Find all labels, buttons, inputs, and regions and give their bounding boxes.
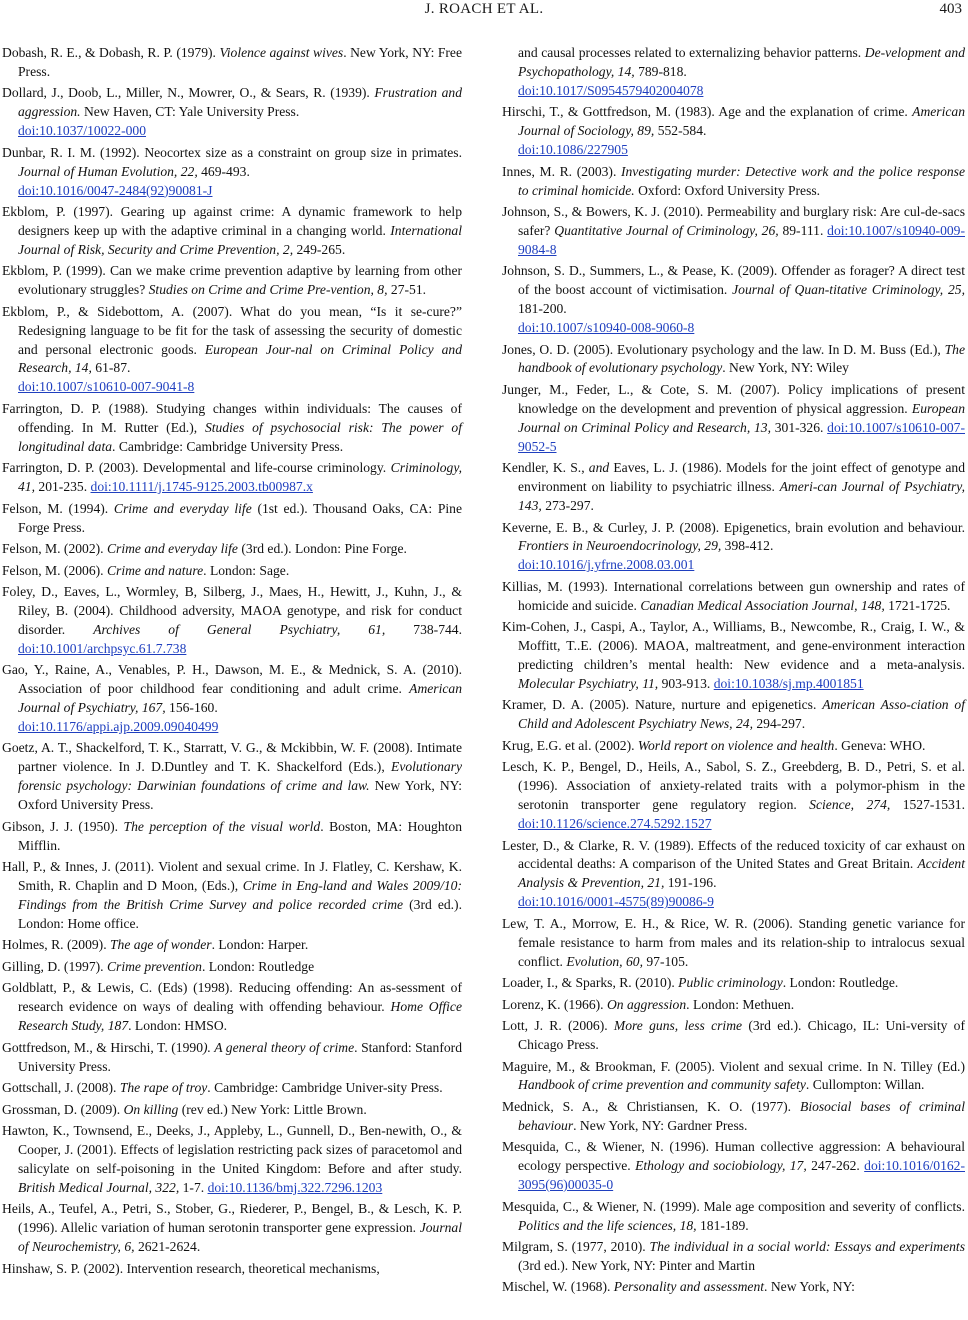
reference-source-title: Journal of Human Evolution, 22, [18,163,198,179]
reference-details: . New York, NY: [764,1279,855,1295]
reference-entry [2,1200,462,1257]
reference-entry [2,936,462,955]
reference-details: 191-196. [664,875,717,891]
reference-source-title: Crime and everyday life [113,500,252,516]
doi-link[interactable]: doi:10.1007/s10940-009-9084-8 [518,222,965,257]
reference-source-title: ). A general theory of crime [203,1039,355,1055]
reference-details: 552-584. [654,123,707,139]
reference-details: 301-326. [770,419,828,435]
reference-details: 181-200. [518,301,567,317]
reference-source-title: World report on violence and health [637,737,835,753]
reference-source-title: The handbook of evolutionary psychology [518,341,965,376]
reference-source-title: American Journal of Sociology, 89, [518,104,965,139]
reference-authors: Kramer, D. A. (2005). Nature, nurture and epigenetics. [502,697,823,713]
reference-authors: Foley, D., Eaves, L., Wormley, B, Silberg, J., Maes, H., Hewitt, J., Kuhn, J., & Riley, B. (2004). Childhood adversity, MAOA genotype, and risk for conduct disorder. [2,584,462,637]
reference-entry [2,979,462,1036]
reference-authors: Lott, J. R. (2006). [502,1018,614,1034]
reference-authors: Lester, D., & Clarke, R. V. (1989). Effects of the reduced toxicity of car exhaust on accidental deaths: A comparison of the United States and Great Britain. [502,837,965,872]
doi-link[interactable]: doi:10.1111/j.1745-9125.2003.tb00987.x [90,479,313,495]
reference-entry [2,1101,462,1120]
reference-authors: Milgram, S. (1977, 2010). [502,1239,650,1255]
reference-entry [2,858,462,934]
reference-details: 61-87. [91,360,131,376]
reference-authors: Johnson, S., & Bowers, K. J. (2010). Permeability and burglary risk: Are cul-de-sacs safer? [502,204,965,238]
doi-link[interactable]: doi:10.1016/j.yfrne.2008.03.001 [518,557,695,573]
reference-details: (1st ed.). Thousand Oaks, CA: Pine Forge Press. [18,500,462,535]
reference-entry [502,519,965,576]
reference-authors: Hinshaw, S. P. (2002). Intervention research, theoretical mechanisms, [2,1260,380,1276]
reference-entry [2,459,462,497]
reference-entry [502,44,965,101]
doi-link[interactable]: doi:10.1016/0001-4575(89)90086-9 [518,894,714,910]
reference-details: 97-105. [642,953,689,969]
reference-details: (3rd ed.). Chicago, IL: Uni-versity of Chicago Press. [518,1018,965,1052]
reference-details: . London: HMSO. [128,1018,228,1034]
reference-source-title: The individual in a social world: Essays and experiments [649,1239,966,1255]
reference-entry [2,262,462,300]
reference-entry [502,1138,965,1195]
reference-source-title: British Medical Journal, 322, [18,1179,180,1195]
reference-source-title: Personality and assessment [613,1279,765,1295]
reference-source-title: Studies on Crime and Crime Pre-vention, 8, [148,282,388,298]
reference-authors: Ekblom, P. (1999). Can we make crime prevention adaptive by learning from other evolutionary struggles? [2,263,462,298]
reference-source-title: The perception of the visual world [123,818,321,834]
reference-authors: Killias, M. (1993). International correlations between gun ownership and rates of homicide and suicide. [502,578,965,613]
reference-entry [502,459,965,516]
reference-source-title: Canadian Medical Association Journal, 148, [640,597,885,613]
reference-source-title: De-velopment and Psychopathology, 14, [518,45,966,79]
reference-authors: Hirschi, T., & Gottfredson, M. (1983). Age and the explanation of crime. [502,104,913,120]
reference-details: 1-7. [179,1179,208,1195]
reference-details: . Geneva: WHO. [834,737,926,753]
reference-source-title: Journal of Neurochemistry, 6, [18,1220,462,1255]
reference-entry [502,1278,965,1297]
reference-details: . London: Harper. [211,937,309,953]
reference-details: Oxford: Oxford University Press. [634,182,821,198]
reference-authors: Heils, A., Teufel, A., Petri, S., Stober, G., Riederer, P., Bengel, B., & Lesch, K. P. (1996). Allelic variation of human serotonin transporter gene expression. [2,1201,462,1236]
reference-source-title: Science, 274, [809,797,891,813]
reference-details: 156-160. [165,700,218,716]
reference-entry [502,103,965,160]
reference-entry [2,739,462,815]
reference-details: . Cullompton: Willan. [805,1077,925,1093]
reference-authors: and causal processes related to externalizing behavior patterns. [518,45,865,60]
references-left-column [2,44,462,1281]
reference-entry [502,1238,965,1276]
doi-link[interactable]: doi:10.1126/science.274.5292.1527 [518,816,712,832]
reference-entry [2,1260,462,1279]
reference-source-title: On aggression [606,996,687,1012]
reference-source-title: European Journal on Criminal Policy and Research, 13, [518,400,965,435]
reference-authors: Hawton, K., Townsend, E., Deeks, J., Appleby, L., Gunnell, D., Ben-newith, O., & Cooper, J. (2001). Effects of legislation restricting pack sizes of paracetomol and salicylate on self-poisoning in the United Kingdom: Before and after study. [2,1123,462,1176]
reference-authors: Grossman, D. (2009). [2,1101,124,1117]
reference-entry [2,583,462,659]
reference-details: 2621-2624. [134,1239,201,1255]
reference-entry [502,1058,965,1096]
reference-authors: Kim-Cohen, J., Caspi, A., Taylor, A., Williams, B., Newcombe, R., Craig, I. W., & Moffitt, T..E. (2006). MAOA, maltreatment, and gene-environment interaction predicting children’s mental health: New evidence and a meta-analysis. [502,619,965,673]
reference-source-title: Molecular Psychiatry, 11, [518,675,659,691]
reference-authors: Gilling, D. (1997). [2,958,107,974]
doi-link[interactable]: doi:10.1136/bmj.322.7296.1203 [207,1179,383,1195]
reference-authors: Felson, M. (1994). [2,500,114,516]
reference-details: 738-744. [385,621,462,637]
reference-details: 181-189. [696,1217,749,1233]
reference-source-title: Quantitative Journal of Criminology, 26, [554,222,779,238]
doi-link[interactable]: doi:10.1007/s10610-007-9041-8 [18,379,195,395]
reference-authors: Dollard, J., Doob, L., Miller, N., Mowrer, O., & Sears, R. (1939). [2,85,375,101]
reference-authors: Keverne, E. B., & Curley, J. P. (2008). Epigenetics, brain evolution and behaviour. [502,519,965,535]
reference-source-title: International Journal of Risk, Security and Crime Prevention, 2, [18,222,462,257]
reference-entry [502,203,965,260]
reference-authors: Lorenz, K. (1966). [502,996,607,1012]
reference-authors: Jones, O. D. (2005). Evolutionary psychology and the law. In D. M. Buss (Ed.), [502,341,945,357]
reference-authors: Mesquida, C., & Wiener, N. (1999). Male age composition and severity of conflicts. [502,1198,965,1214]
reference-source-title: Journal of Quan-titative Criminology, 25, [732,282,965,298]
reference-authors: Ekblom, P., & Sidebottom, A. (2007). What do you mean, “Is it se-cure?” Redesigning language to be fit for the task of assessing the security of domestic and personal electronic goods. [2,303,462,357]
reference-details: 789-818. [634,63,687,79]
reference-entry [502,1198,965,1236]
reference-authors: Mesquida, C., & Wiener, N. (1996). Human collective aggression: A behavioural ecology perspective. [502,1139,965,1174]
reference-authors: Goldblatt, P., & Lewis, C. (Eds) (1998). Reducing offending: An as-sessment of research evidence on ways of dealing with offending behaviour. [2,980,462,1015]
reference-details: 89-111. [778,222,828,238]
reference-details: . Cambridge: Cambridge Univer-sity Press. [207,1080,443,1095]
running-title: J. ROACH ET AL. [424,1,544,17]
reference-entry [2,1039,462,1077]
reference-authors: Lew, T. A., Morrow, E. H., & Rice, W. R. (2006). Standing genetic variance for female resistance to harm from males and its relation-ship to intralocus sexual conflict. [502,915,965,969]
reference-details: 294-297. [752,716,806,732]
reference-details: . New York, NY: Free Press. [18,45,462,79]
reference-details: 1721-1725. [884,597,951,613]
reference-details: New York, NY: Oxford University Press. [18,778,462,813]
reference-entry [502,915,965,972]
doi-link[interactable]: doi:10.1176/appi.ajp.2009.09040499 [18,718,219,734]
reference-details: . London: Sage. [203,562,290,578]
reference-details: 273-297. [541,498,594,513]
reference-authors: Innes, M. R. (2003). [502,163,621,179]
reference-entry [502,1017,965,1055]
reference-source-title: Politics and the life sciences, 18, [518,1217,697,1233]
reference-authors: Dobash, R. E., & Dobash, R. P. (1979). [2,45,220,60]
doi-link[interactable]: doi:10.1016/0162-3095(96)00035-0 [518,1158,965,1193]
doi-link[interactable]: doi:10.1086/227905 [518,142,628,158]
reference-entry [2,203,462,260]
doi-link[interactable]: doi:10.1007/s10940-008-9060-8 [518,320,695,336]
reference-authors: Kendler, K. S., [502,460,589,476]
reference-entry [502,578,965,616]
reference-entry [502,618,965,694]
reference-entry [502,974,965,993]
reference-source-title: European Jour-nal on Criminal Policy and Research, 14, [18,341,462,376]
reference-source-title: Accident Analysis & Prevention, 21, [518,856,965,891]
reference-authors: Johnson, S. D., Summers, L., & Pease, K. (2009). Offender as forager? A direct test of the boost account of victimisation. [502,263,965,298]
doi-link[interactable]: doi:10.1007/s10610-007-9052-5 [518,419,965,454]
reference-entry [2,144,462,201]
reference-entry [2,500,462,538]
reference-details: . Boston, MA: Houghton Mifflin. [18,818,462,853]
reference-authors: Gao, Y., Raine, A., Venables, P. H., Dawson, M. E., & Mednick, S. A. (2010). Association of poor childhood fear conditioning and adult crime. [2,662,462,697]
reference-details: . London: Routledge [201,958,315,974]
reference-details: (3rd ed.). New York, NY: Pinter and Martin [518,1257,755,1273]
reference-details: . London: Routledge. [782,975,899,991]
reference-authors: Goetz, A. T., Shackelford, T. K., Starratt, V. G., & Mckibbin, W. F. (2008). Intimate partner violence. In J. D.Duntley and T. K. Shackelford (Eds.), [2,740,462,775]
reference-details: 201-235. [35,479,91,495]
reference-details: 1527-1531. [890,797,965,813]
reference-authors: Gottschall, J. (2008). [2,1080,120,1095]
reference-source-title: Frustration and aggression. [18,85,462,120]
reference-entry [502,996,965,1015]
reference-source-title: Biosocial bases of criminal behaviour [518,1098,966,1133]
doi-link[interactable]: doi:10.1017/S0954579402004078 [518,82,704,98]
reference-source-title: Archives of General Psychiatry, 61, [93,621,386,637]
reference-entry [2,84,462,141]
reference-source-title: Investigating murder: Detective work and the police response to criminal homicide. [518,163,965,198]
reference-details: (3rd ed.). London: Home office. [18,896,462,931]
reference-entry [502,381,965,457]
reference-source-title: Evolutionary forensic psychology: Darwinian foundations of crime and law. [18,759,462,794]
reference-authors: Krug, E.G. et al. (2002). [502,737,638,753]
reference-source-title: Home Office Research Study, 187 [18,999,463,1034]
reference-details: 249-265. [293,241,346,257]
reference-authors: Mednick, S. A., & Christiansen, K. O. (1977). [502,1098,801,1114]
reference-authors: Farrington, D. P. (2003). Developmental and life-course criminology. [2,460,391,476]
reference-authors: Holmes, R. (2009). [2,937,110,953]
reference-source-title: Studies of psychosocial risk: The power of longitudinal data [18,419,462,454]
reference-entry [2,1079,462,1098]
reference-source-title: Ethology and sociobiology, 17, [635,1158,807,1174]
doi-link[interactable]: doi:10.1001/archpsyc.61.7.738 [18,640,187,656]
doi-link[interactable]: doi:10.1037/10022-000 [18,123,147,139]
reference-entry [502,262,965,338]
reference-authors: Farrington, D. P. (1988). Studying changes within individuals: The causes of offending. In M. Rutter (Ed.), [2,400,462,435]
page-number: 403 [939,1,962,17]
reference-authors: Loader, I., & Sparks, R. (2010). [502,975,679,991]
reference-source-title: Criminology, 41, [18,460,462,495]
reference-source-title: American Journal of Psychiatry, 167, [18,681,462,716]
reference-authors: Hall, P., & Innes, J. (2011). Violent and sexual crime. In J. Flatley, C. Kershaw, K. Smith, R. Chaplin and D Moon, (Eds.), [2,859,462,893]
references-right-column [502,44,965,1300]
reference-details: Eaves, L. J. (1986). Models for the joint effect of genotype and environment on liability to psychiatric illness. [518,460,966,495]
reference-authors: Felson, M. (2006). [2,562,107,578]
reference-authors: Gibson, J. J. (1950). [2,818,124,834]
reference-entry [502,163,965,201]
reference-details: . New York, NY: Wiley [722,360,849,376]
reference-source-title: Handbook of crime prevention and community safety [518,1077,806,1093]
reference-authors: Dunbar, R. I. M. (1992). Neocortex size as a constraint on group size in primates. [2,144,462,160]
reference-authors: Maguire, M., & Brookman, F. (2005). Violent and sexual crime. In N. Tilley (Ed.) [502,1058,965,1074]
reference-entry [502,837,965,913]
reference-entry [2,958,462,977]
reference-entry [502,696,965,734]
reference-entry [2,661,462,737]
reference-source-title: Crime and nature [106,562,204,578]
reference-source-title: Ameri-can Journal of Psychiatry, 143, [518,479,965,513]
reference-authors: Junger, M., Feder, L., & Cote, S. M. (2007). Policy implications of present knowledge on the development and prevention of physical aggression. [502,381,965,416]
reference-entry [502,737,965,756]
reference-source-title: More guns, less crime [613,1018,743,1034]
reference-entry [2,562,462,581]
reference-source-title: The age of wonder [110,937,212,953]
reference-source-title: Frontiers in Neuroendocrinology, 29, [518,538,722,554]
reference-details: 469-493. [197,163,250,179]
reference-entry [502,1098,965,1136]
reference-entry [2,400,462,457]
reference-details: 398-412. [721,538,774,554]
reference-source-title: The rape of troy [119,1080,208,1095]
reference-details: . Cambridge: Cambridge University Press. [112,438,344,454]
reference-details: . New York, NY: Gardner Press. [573,1117,748,1133]
reference-details: 247-262. [806,1158,865,1174]
reference-details: 903-913. [658,675,714,691]
doi-link[interactable]: doi:10.1038/sj.mp.4001851 [713,675,864,691]
reference-details: . London: Methuen. [686,996,795,1012]
reference-source-title: On killing [123,1101,179,1117]
reference-entry [502,341,965,379]
reference-authors: Ekblom, P. (1997). Gearing up against crime: A dynamic framework to help designers keep up with the adaptive criminal in a changing world. [2,204,462,238]
reference-entry [2,818,462,856]
reference-entry [2,540,462,559]
reference-source-title: Crime in Eng-land and Wales 2009/10: Findings from the British Crime Survey and police recorded crime [18,877,462,912]
reference-entry [2,44,462,82]
reference-source-title: and [588,460,610,476]
reference-details: (rev ed.) New York: Little Brown. [178,1101,367,1117]
reference-authors: Gottfredson, M., & Hirschi, T. (1990 [2,1039,203,1055]
reference-authors: Felson, M. (2002). [2,541,107,556]
reference-source-title: Public criminology [678,975,783,991]
reference-entry [502,758,965,834]
reference-source-title: Crime prevention [106,958,202,974]
reference-details: New Haven, CT: Yale University Press. [80,104,300,120]
reference-authors: Mischel, W. (1968). [502,1279,614,1295]
page-header [0,0,968,30]
reference-details: (3rd ed.). London: Pine Forge. [237,541,407,556]
reference-source-title: Evolution, 60, [566,953,643,969]
doi-link[interactable]: doi:10.1016/0047-2484(92)90081-J [18,182,213,198]
reference-source-title: American Asso-ciation of Child and Adolescent Psychiatry News, 24, [518,697,965,732]
reference-entry [2,1122,462,1198]
reference-authors: Lesch, K. P., Bengel, D., Heils, A., Sabol, S. Z., Greebderg, B. D., Petri, S. et al. (1996). Association of anxiety-related traits with a polymor-phism in the serotonin transporter gene regulatory region. [502,759,965,813]
reference-details: 27-51. [387,282,427,298]
reference-entry [2,303,462,398]
reference-source-title: Crime and everyday life [106,541,238,556]
reference-source-title: Violence against wives [219,45,344,60]
reference-details: . Stanford: Stanford University Press. [18,1039,462,1074]
